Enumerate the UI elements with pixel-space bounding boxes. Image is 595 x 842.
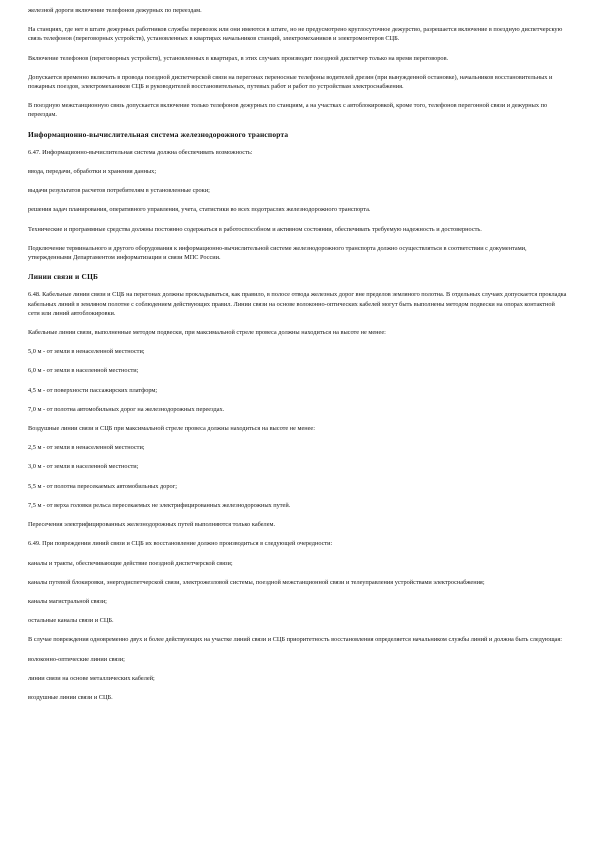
section-heading: Информационно-вычислительная система железнодорожного транспорта — [28, 129, 289, 139]
paragraph: линии связи на основе металлических кабелей; — [28, 674, 155, 682]
paragraph: 3,0 м - от земли в населенной местности; — [28, 463, 139, 471]
paragraph: ввода, передачи, обработки и хранения данных; — [28, 168, 157, 176]
paragraph: Кабельные линии связи, выполненные методом подвески, при максимальной стреле провеса должны находиться на высоте не менее: — [28, 329, 386, 337]
paragraph: Включение телефонов (переговорных устройств), установленных в квартирах, в этих случаях производит поездной диспетчер только на время переговоров. — [28, 54, 449, 62]
paragraph: 4,5 м - от поверхности пассажирских платформ; — [28, 386, 158, 394]
paragraph: железной дороги включение телефонов дежурных по переездам. — [28, 7, 202, 14]
paragraph: 5,5 м - от полотна пересекаемых автомобильных дорог; — [28, 482, 177, 490]
paragraph: выдачи результатов расчетов потребителям в установленные сроки; — [28, 187, 210, 195]
paragraph: Воздушные линии связи и СЦБ при максимальной стреле провеса должны находиться на высоте не менее: — [28, 425, 315, 433]
paragraph: 6,0 м - от земли в населенной местности; — [28, 367, 139, 375]
document-page — [28, 6, 568, 712]
paragraph: 7,0 м - от полотна автомобильных дорог на железнодорожных переездах. — [28, 405, 225, 413]
paragraph: 7,5 м - от верха головки рельса пересекаемых не электрифицированных железнодорожных путей. — [28, 501, 291, 509]
paragraph: волоконно-оптические линии связи; — [28, 655, 125, 663]
paragraph: 6.49. При повреждении линий связи и СЦБ их восстановление должно производиться в следующей очередности: — [28, 540, 333, 548]
paragraph: каналы магистральной связи; — [28, 597, 107, 605]
paragraph: каналы путевой блокировки, энергодиспетчерской связи, электрожезловой системы, поездной межстанционной связи и телеуправления устройствами электроснабжения; — [28, 578, 485, 586]
paragraph: 6.47. Информационно-вычислительная система должна обеспечивать возможность: — [28, 148, 253, 156]
paragraph: Технические и программные средства должны постоянно содержаться в работоспособном и активном состоянии, обеспечивать требуемую надежность и достоверность. — [28, 225, 482, 233]
paragraph: 2,5 м - от земли в ненаселенной местности; — [28, 444, 145, 452]
paragraph: На станциях, где нет в штате дежурных работников службы перевозок или они имеются в штате, но не предусмотрено круглосуточное дежурство, разрешается включение в поездную диспетчерскую связь телефонов (переговорных устройств), установленных в квартирах начальников станций, электромехаников и электромонтеров СЦБ. — [28, 26, 563, 43]
paragraph: каналы и тракты, обеспечивающие действие поездной диспетчерской связи; — [28, 559, 233, 567]
paragraph: решения задач планирования, оперативного управления, учета, статистики во всех подотраслях железнодорожного транспорта. — [28, 206, 371, 214]
paragraph: В поездную межстанционную связь допускается включение только телефонов дежурных по станциям, а на участках с автоблокировкой, кроме того, телефонов перегонной связи и дежурных по переездам. — [28, 102, 548, 119]
paragraph: остальные каналы связи и СЦБ. — [28, 617, 114, 625]
paragraph: Допускается временно включать в провода поездной диспетчерской связи на перегонах переносные телефоны водителей дрезин (при вынужденной остановке), начальников восстановительных и пожарных поездов, электромехаников СЦБ и руководителей восстановительных, путевых работ и работ по устройствам электроснабжения. — [28, 73, 553, 91]
paragraph: 5,0 м - от земли в ненаселенной местности; — [28, 348, 145, 356]
paragraph: Подключение терминального и другого оборудования к информационно-вычислительной системе железнодорожного транспорта должно осуществляться в соответствии с документами, утвержденными Департаментом информатизации и связи МПС России. — [28, 244, 527, 262]
paragraph: воздушные линии связи и СЦБ. — [28, 693, 113, 701]
paragraph: 6.48. Кабельные линии связи и СЦБ на перегонах должны прокладываться, как правило, в полосе отвода железных дорог вне пределов земляного полотна. В отдельных случаях допускается прокладка кабельных линий в земляном полотне с соблюдением действующих правил. Линии связи на основе волоконно-оптических кабелей могут быть выполнены методом подвески на опорах контактной сети или линий автоблокировки. — [28, 291, 567, 317]
section-heading: Линии связи и СЦБ — [28, 272, 99, 282]
paragraph: В случае повреждения одновременно двух и более действующих на участке линий связи и СЦБ приоритетность восстановления определяется начальником службы линий и должна быть следующая: — [28, 636, 562, 644]
paragraph: Пересечения электрифицированных железнодорожных путей выполняются только кабелем. — [28, 521, 276, 529]
